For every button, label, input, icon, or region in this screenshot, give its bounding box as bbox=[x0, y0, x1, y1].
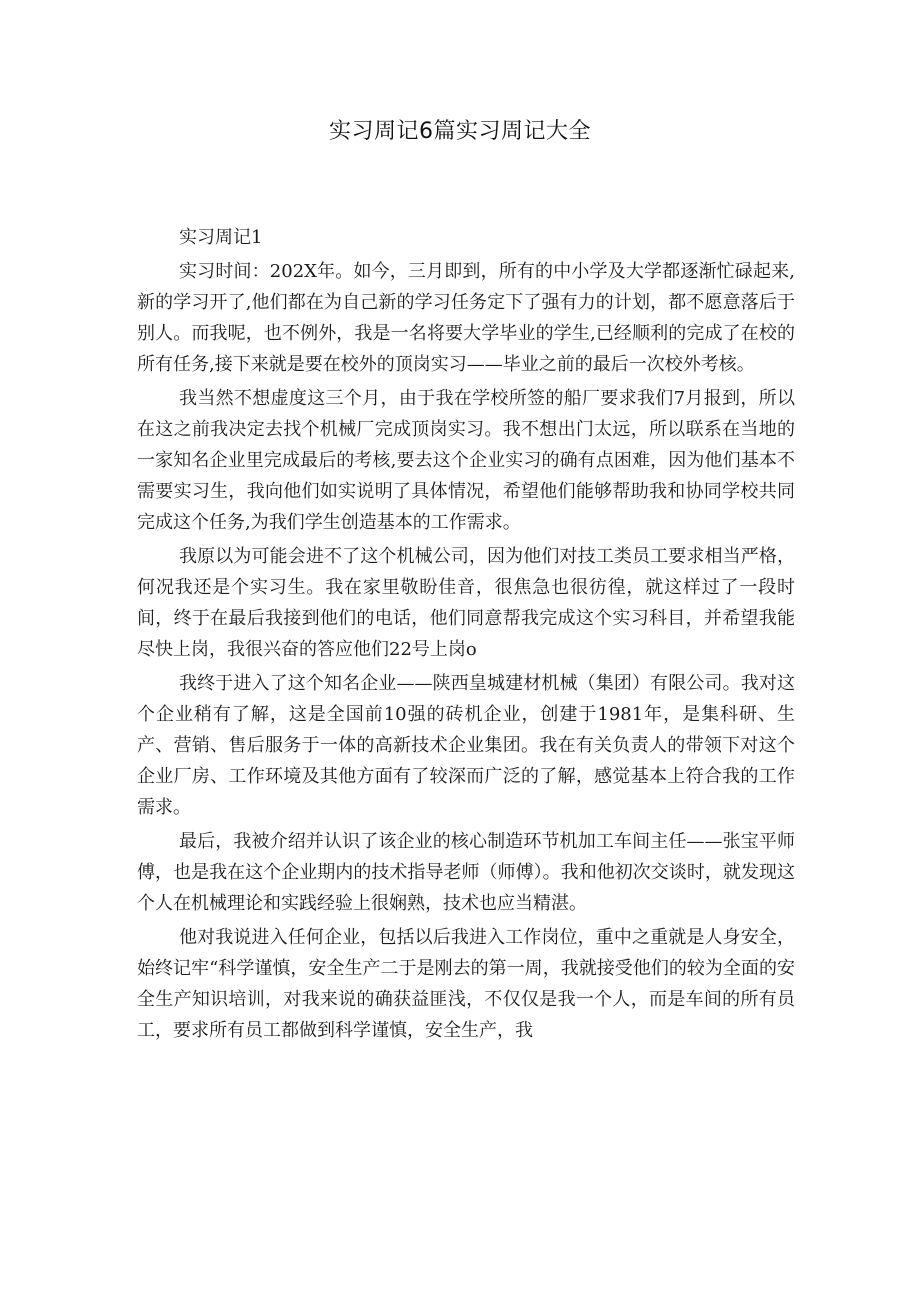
paragraph: 他对我说进入任何企业，包括以后我进入工作岗位，重中之重就是人身安全，始终记牢“科学谨慎，安全生产二于是刚去的第一周，我就接受他们的较为全面的安全生产知识培训，对我来说的确获益匪浅，不仅仅是我一个人，而是车间的所有员工，要求所有员工都做到科学谨慎，安全生产，我 bbox=[137, 927, 795, 1041]
paragraph: 实习时间：202X年。如今，三月即到，所有的中小学及大学都逐渐忙碌起来,新的学习开了,他们都在为自己新的学习任务定下了强有力的计划，都不愿意落后于别人。而我呢，也不例外，我是一名将要大学毕业的学生,已经顺利的完成了在校的所有任务,接下来就是要在校外的顶岗实习——毕业之前的最后一次校外考核。 bbox=[137, 261, 795, 375]
paragraph: 我终于进入了这个知名企业——陕西皇城建材机械（集团）有限公司。我对这个企业稍有了解，这是全国前10强的砖机企业，创建于1981年，是集科研、生产、营销、售后服务于一体的高新技术企业集团。我在有关负责人的带领下对这个企业厂房、工作环境及其他方面有了较深而广泛的了解，感觉基本上符合我的工作需求。 bbox=[137, 673, 795, 818]
paragraph: 我原以为可能会进不了这个机械公司，因为他们对技工类员工要求相当严格，何况我还是个实习生。我在家里敬盼佳音，很焦急也很彷徨，就这样过了一段时间，终于在最后我接到他们的电话，他们同意帮我完成这个实习科目，并希望我能尽快上岗，我很兴奋的答应他们22号上岗o bbox=[137, 546, 795, 660]
section-heading: 实习周记1 bbox=[179, 227, 263, 248]
paragraph: 我当然不想虚度这三个月，由于我在学校所签的船厂要求我们7月报到，所以在这之前我决定去找个机械厂完成顶岗实习。我不想出门太远，所以联系在当地的一家知名企业里完成最后的考核,要去这个企业实习的确有点困难，因为他们基本不需要实习生，我向他们如实说明了具体情况，希望他们能够帮助我和协同学校共同完成这个任务,为我们学生创造基本的工作需求。 bbox=[137, 388, 795, 533]
document-title: 实习周记6篇实习周记大全 bbox=[329, 119, 591, 144]
document-body bbox=[137, 222, 795, 1049]
paragraph: 最后，我被介绍并认识了该企业的核心制造环节机加工车间主任——张宝平师傅，也是我在这个企业期内的技术指导老师（师傅）。我和他初次交谈时，就发现这个人在机械理论和实践经验上很娴熟，技术也应当精湛。 bbox=[137, 831, 795, 914]
